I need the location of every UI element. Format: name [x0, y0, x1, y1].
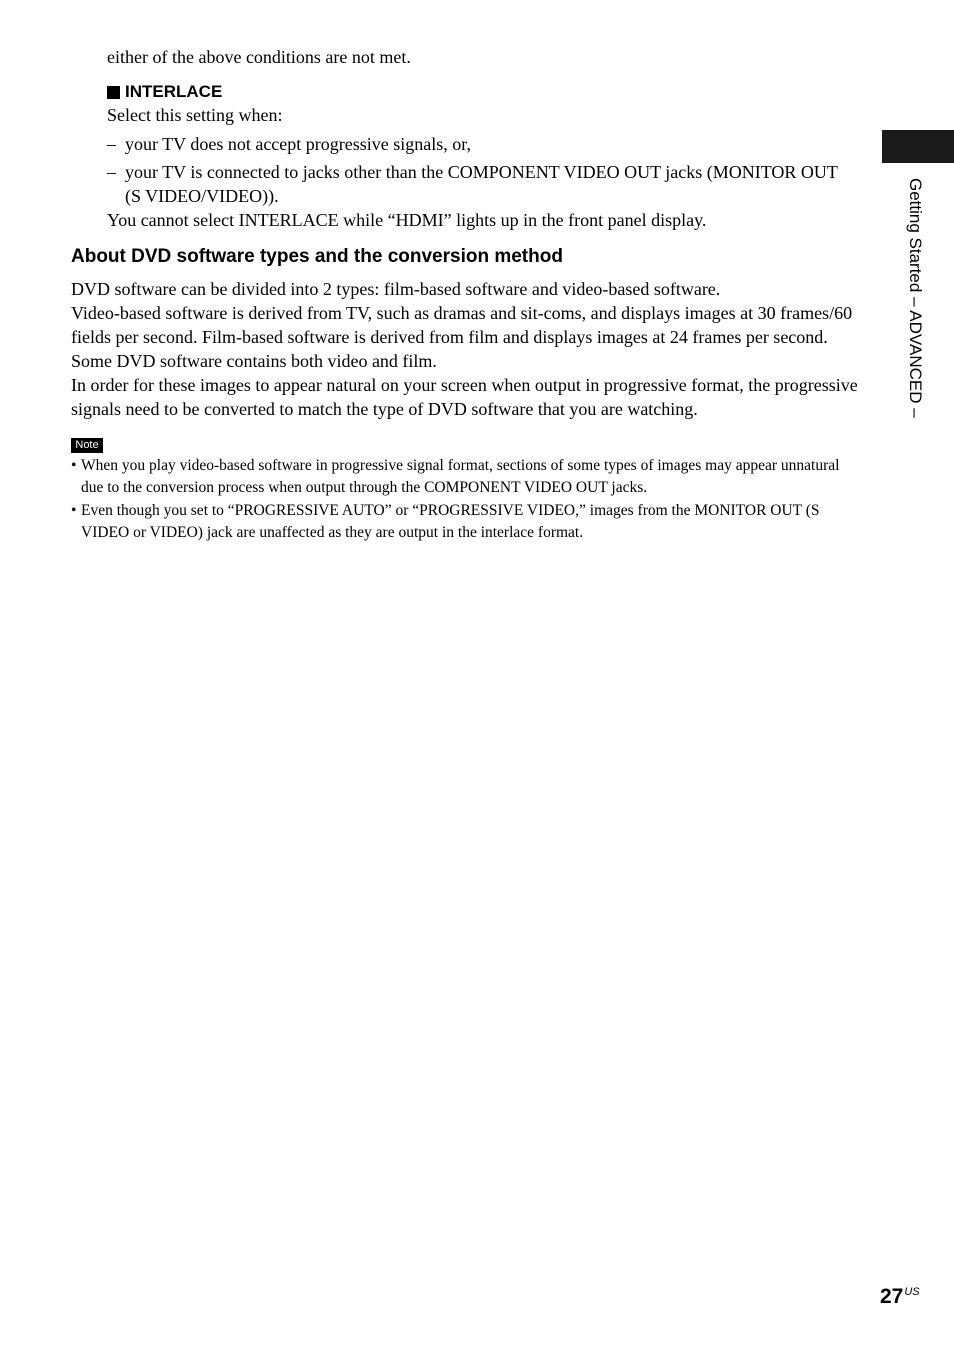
interlace-heading: [107, 81, 222, 103]
paragraph-1: DVD software can be divided into 2 types: film-based software and video-based software.: [71, 279, 721, 299]
note-item: [71, 500, 856, 544]
list-item-text: your TV does not accept progressive signals, or,: [125, 134, 472, 154]
bullet-marker: •: [71, 502, 77, 519]
page-number-value: 27: [880, 1285, 904, 1308]
page-number: [880, 1284, 920, 1310]
list-item: [107, 160, 852, 208]
note-badge: Note: [71, 438, 103, 453]
note-item-text: When you play video-based software in progressive signal format, sections of some types of images may appear unnatural due to the conversion process when output through the COMPONENT VIDEO OUT jacks.: [81, 457, 840, 496]
section-heading: About DVD software types and the conversion method: [71, 246, 563, 267]
list-item-text: your TV is connected to jacks other than the COMPONENT VIDEO OUT jacks (MONITOR OUT (S VIDEO/VIDEO)).: [125, 162, 838, 206]
note-item: [71, 455, 856, 499]
section-tab-marker: [882, 130, 954, 163]
note-item-text: Even though you set to “PROGRESSIVE AUTO” or “PROGRESSIVE VIDEO,” images from the MONITOR OUT (S VIDEO or VIDEO) jack are unaffected as they are output in the interlace format.: [81, 502, 820, 541]
dash-marker: –: [107, 162, 116, 182]
square-bullet-icon: [107, 86, 120, 99]
continuation-text: either of the above conditions are not met.: [107, 47, 411, 67]
side-section-label: Getting Started – ADVANCED –: [906, 178, 925, 418]
dash-marker: –: [107, 134, 116, 154]
interlace-heading-label: INTERLACE: [125, 82, 223, 101]
paragraph-2: Video-based software is derived from TV, such as dramas and sit-coms, and displays images at 30 frames/60 fields per second. Film-based software is derived from film and displays images at 24 frames per second. Some DVD software contains both video and film.: [71, 303, 853, 371]
page-number-suffix: US: [904, 1286, 920, 1298]
interlace-intro: Select this setting when:: [107, 105, 283, 125]
interlace-note: You cannot select INTERLACE while “HDMI” lights up in the front panel display.: [107, 210, 707, 230]
bullet-marker: •: [71, 457, 77, 474]
paragraph-3: In order for these images to appear natural on your screen when output in progressive format, the progressive signals need to be converted to match the type of DVD software that you are watching.: [71, 375, 858, 419]
list-item: [107, 132, 852, 156]
body-paragraph: [71, 277, 861, 421]
